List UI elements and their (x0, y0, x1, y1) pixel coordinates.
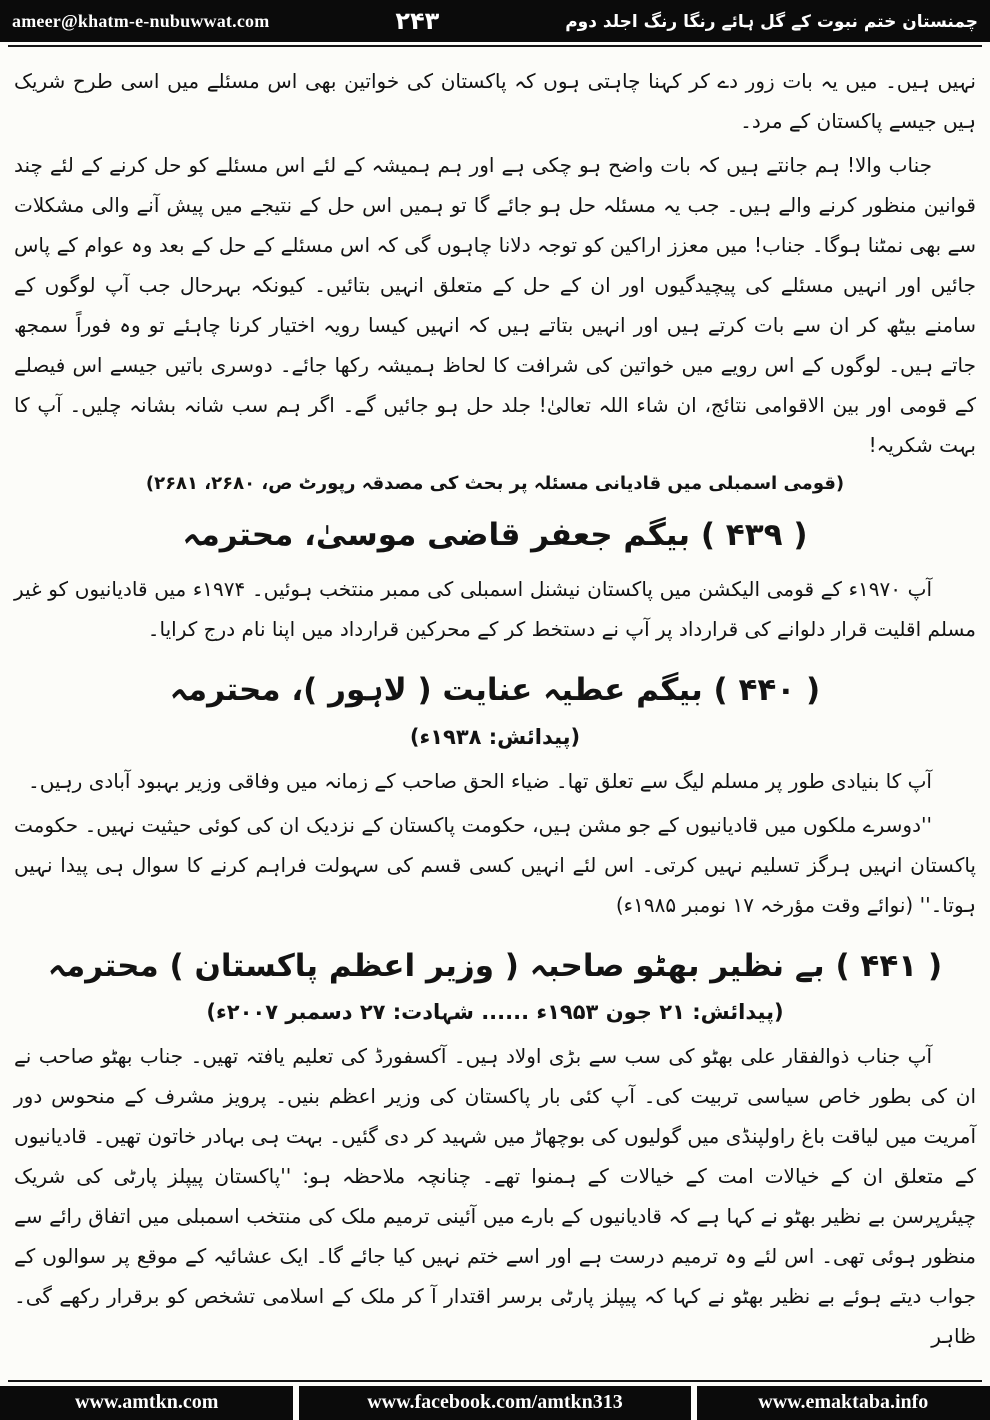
page-footer (0, 1380, 990, 1420)
page-body (0, 47, 990, 1356)
footer-bar (0, 1386, 990, 1420)
entry-441-dates: (پیدائش: ۲۱ جون ۱۹۵۳ء ...... شہادت: ۲۷ دسمبر ۲۰۰۷ء) (206, 1000, 784, 1025)
entry-heading-441: ( ۴۴۱ ) بے نظیر بھٹو صاحبہ ( وزیر اعظم پاکستان ) محترمہ (47, 947, 943, 984)
entry-440-birth: (پیدائش: ۱۹۳۸ء) (409, 724, 581, 749)
footer-rule (8, 1380, 982, 1382)
entry-440-text: آپ کا بنیادی طور پر مسلم لیگ سے تعلق تھا۔ ضیاء الحق صاحب کے زمانہ میں وفاقی وزیر بہبود آبادی رہیں۔ (27, 768, 932, 793)
page-number: ۲۴۳ (395, 7, 440, 35)
header-email: ameer@khatm-e-nubuwwat.com (12, 10, 270, 31)
entry-heading-440: ( ۴۴۰ ) بیگم عطیہ عنایت ( لاہور )، محترمہ (169, 672, 821, 709)
paragraph-continuation: نہیں ہیں۔ میں یہ بات زور دے کر کہنا چاہتی ہوں کہ پاکستان کی خواتین بھی اس مسئلے میں اسی طرح شریک ہیں جیسے پاکستان کے مرد۔ (14, 69, 976, 133)
footer-url-facebook: www.facebook.com/amtkn313 (299, 1386, 690, 1420)
entry-441-text: آپ جناب ذوالفقار علی بھٹو کی سب سے بڑی اولاد ہیں۔ آکسفورڈ کی تعلیم یافتہ تھیں۔ جناب بھٹو صاحب نے ان کی بطور خاص سیاسی تربیت کی۔ آپ کئی بار پاکستان کی وزیر اعظم بنیں۔ پرویز مشرف کے منحوس دور آمریت میں لیاقت باغ راولپنڈی میں گولیوں کی بوچھاڑ میں شہید کر دی گئیں۔ بہت ہی بہادر خاتون تھیں۔ قادیانیوں کے متعلق ان کے خیالات امت کے خیالات کے ہمنوا تھے۔ چنانچہ ملاحظہ ہو: ''پاکستان پیپلز پارٹی کی شریک چیئرپرسن بے نظیر بھٹو نے کہا ہے کہ قادیانیوں کے بارے میں آئینی ترمیم ملک کی منتخب اسمبلی میں اتفاق رائے سے منظور ہوئی تھی۔ اس لئے وہ ترمیم درست ہے اور اسے ختم نہیں کیا جائے گا۔ ایک عشائیہ کے موقع پر سوالوں کے جواب دیتے ہوئے بے نظیر بھٹو نے کہا کہ پیپلز پارٹی برسر اقتدار آ کر ملک کے اسلامی تشخص کو برقرار رکھے گی۔ ظاہر (14, 1044, 976, 1349)
entry-heading-439: ( ۴۳۹ ) بیگم جعفر قاضی موسیٰ، محترمہ (182, 517, 808, 553)
book-title: چمنستان ختم نبوت کے گل ہائے رنگا رنگ اجلد دوم (565, 11, 978, 32)
paragraph-assembly-speech: جناب والا! ہم جانتے ہیں کہ بات واضح ہو چکی ہے اور ہم ہمیشہ کے لئے اس مسئلے کو حل کرنے کے لئے چند قوانین منظور کرنے والے ہیں۔ جب یہ مسئلہ حل ہو جائے گا تو ہمیں اس حل کے نتیجے میں پیش آنے والی مشکلات سے بھی نمٹنا ہوگا۔ جناب! میں معزز اراکین کو توجہ دلانا چاہوں گی کہ اس مسئلے کے حل کے بعد وہ عوام کے پاس جائیں اور انہیں مسئلے کی پیچیدگیوں اور ان کے حل کے متعلق انہیں بتائیں۔ کیونکہ بہرحال جب آپ لوگوں کے سامنے بیٹھ کر ان سے بات کرتے ہیں اور انہیں بتاتے ہیں کہ انہیں کیسا رویہ اختیار کرنا چاہئے تو وہ فوراً سمجھ جاتے ہیں۔ لوگوں کے اس رویے میں خواتین کی شرافت کا لحاظ ہمیشہ رکھا جائے۔ دوسری باتیں جیسے اس فیصلے کے قومی اور بین الاقوامی نتائج، ان شاء اللہ تعالیٰ! جلد حل ہو جائیں گے۔ اگر ہم سب شانہ بشانہ چلیں۔ آپ کا بہت شکریہ! (14, 153, 976, 457)
page-header (0, 0, 990, 42)
entry-440-quote: ''دوسرے ملکوں میں قادیانیوں کے جو مشن ہیں، حکومت پاکستان کے نزدیک ان کی کوئی حیثیت نہیں۔ حکومت پاکستان انہیں ہرگز تسلیم نہیں کرتی۔ اس لئے انہیں کسی قسم کی سہولت فراہم کرنے کا سوال ہی پیدا نہیں ہوتا۔'' (نوائے وقت مؤرخہ ۱۷ نومبر ۱۹۸۵ء) (14, 812, 976, 917)
entry-439-text: آپ ۱۹۷۰ء کے قومی الیکشن میں پاکستان نیشنل اسمبلی کی ممبر منتخب ہوئیں۔ ۱۹۷۴ء میں قادیانیوں کو غیر مسلم اقلیت قرار دلوانے کی قرارداد پر آپ نے دستخط کر کے محرکین قرارداد میں اپنا نام درج کرایا۔ (14, 577, 976, 642)
report-reference: (قومی اسمبلی میں قادیانی مسئلہ پر بحث کی مصدقہ رپورٹ ص، ۲۶۸۰، ۲۶۸۱) (145, 473, 845, 494)
footer-url-emaktaba: www.emaktaba.info (697, 1386, 990, 1420)
footer-url-amtkn: www.amtkn.com (0, 1386, 293, 1420)
